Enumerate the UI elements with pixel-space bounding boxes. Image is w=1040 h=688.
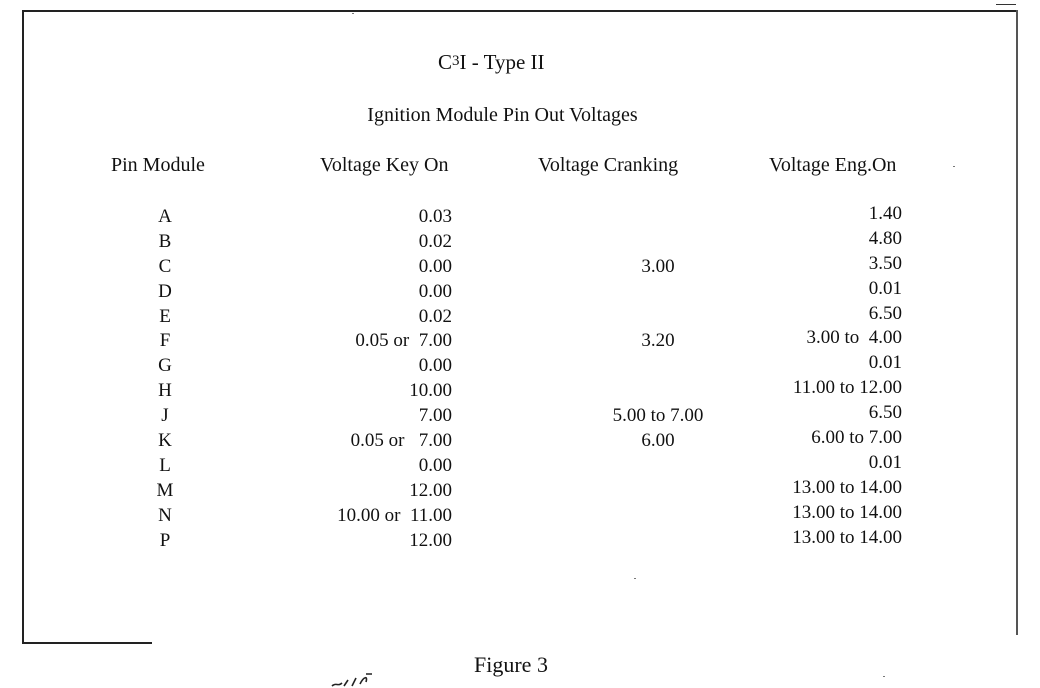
document-subtitle: Ignition Module Pin Out Voltages (367, 104, 638, 126)
pin-cell: G (158, 355, 172, 377)
title-superscript: 3 (452, 53, 460, 69)
eng-on-cell: 6.50 (868, 302, 902, 324)
eng-on-cell: 0.01 (868, 277, 902, 299)
pin-cell: H (158, 380, 172, 402)
pin-cell: A (158, 206, 172, 227)
eng-on-cell: 13.00 to 14.00 (792, 526, 902, 548)
pin-cell: E (159, 305, 171, 327)
eng-on-cell: 1.40 (868, 203, 902, 224)
scan-speck (953, 166, 955, 167)
key-on-cell: 0.00 (418, 355, 452, 377)
key-on-cell: 0.00 (418, 280, 452, 302)
key-on-cell: 0.02 (418, 230, 452, 252)
key-on-cell: 0.00 (418, 454, 452, 476)
key-on-cell: 0.00 (418, 255, 452, 277)
handwritten-mark (330, 668, 390, 688)
cranking-cell: 3.20 (641, 330, 675, 352)
key-on-cell: 10.00 or 11.00 (337, 504, 452, 526)
header-voltage-cranking: Voltage Cranking (538, 154, 679, 176)
header-voltage-key-on: Voltage Key On (320, 154, 449, 176)
key-on-cell: 0.03 (418, 206, 452, 227)
cranking-cell: 3.00 (641, 255, 675, 277)
eng-on-cell: 3.00 to 4.00 (806, 327, 902, 349)
pin-cell: C (158, 255, 172, 277)
voltage-table-body (0, 203, 1040, 554)
key-on-cell: 12.00 (409, 529, 452, 551)
scan-speck (352, 13, 354, 14)
pin-cell: L (159, 454, 171, 476)
key-on-cell: 0.05 or 7.00 (355, 330, 452, 352)
corner-tick (996, 4, 1016, 5)
header-voltage-eng-on: Voltage Eng.On (769, 154, 897, 176)
eng-on-cell: 11.00 to 12.00 (792, 377, 902, 399)
cranking-cell: 5.00 to 7.00 (612, 405, 704, 427)
table-row (0, 526, 1040, 555)
pin-cell: B (158, 230, 172, 252)
title-rest: I - Type II (459, 50, 545, 74)
eng-on-cell: 6.50 (868, 402, 902, 424)
eng-on-cell: 6.00 to 7.00 (811, 427, 902, 449)
scan-speck (634, 578, 636, 579)
key-on-cell: 7.00 (418, 405, 452, 427)
key-on-cell: 12.00 (409, 479, 452, 501)
pin-cell: J (161, 405, 169, 427)
pin-cell: N (158, 504, 172, 526)
pin-cell: P (159, 529, 171, 551)
document-title (438, 50, 545, 75)
cranking-cell: 6.00 (641, 430, 675, 452)
title-base: C (438, 50, 453, 74)
pin-cell: K (158, 430, 172, 452)
eng-on-cell: 4.80 (868, 227, 902, 249)
key-on-cell: 0.05 or 7.00 (350, 430, 452, 452)
pin-cell: F (159, 330, 171, 352)
scan-speck (883, 676, 885, 677)
key-on-cell: 10.00 (409, 380, 452, 402)
figure-caption: Figure 3 (474, 652, 548, 677)
eng-on-cell: 0.01 (868, 352, 902, 374)
eng-on-cell: 0.01 (868, 451, 902, 473)
document-frame-top (22, 10, 1016, 12)
eng-on-cell: 3.50 (868, 252, 902, 274)
key-on-cell: 0.02 (418, 305, 452, 327)
pin-cell: M (156, 479, 174, 501)
eng-on-cell: 13.00 to 14.00 (792, 501, 902, 523)
eng-on-cell: 13.00 to 14.00 (792, 476, 902, 498)
pin-cell: D (158, 280, 172, 302)
header-pin-module: Pin Module (111, 154, 205, 176)
document-frame-bottom (22, 642, 152, 644)
